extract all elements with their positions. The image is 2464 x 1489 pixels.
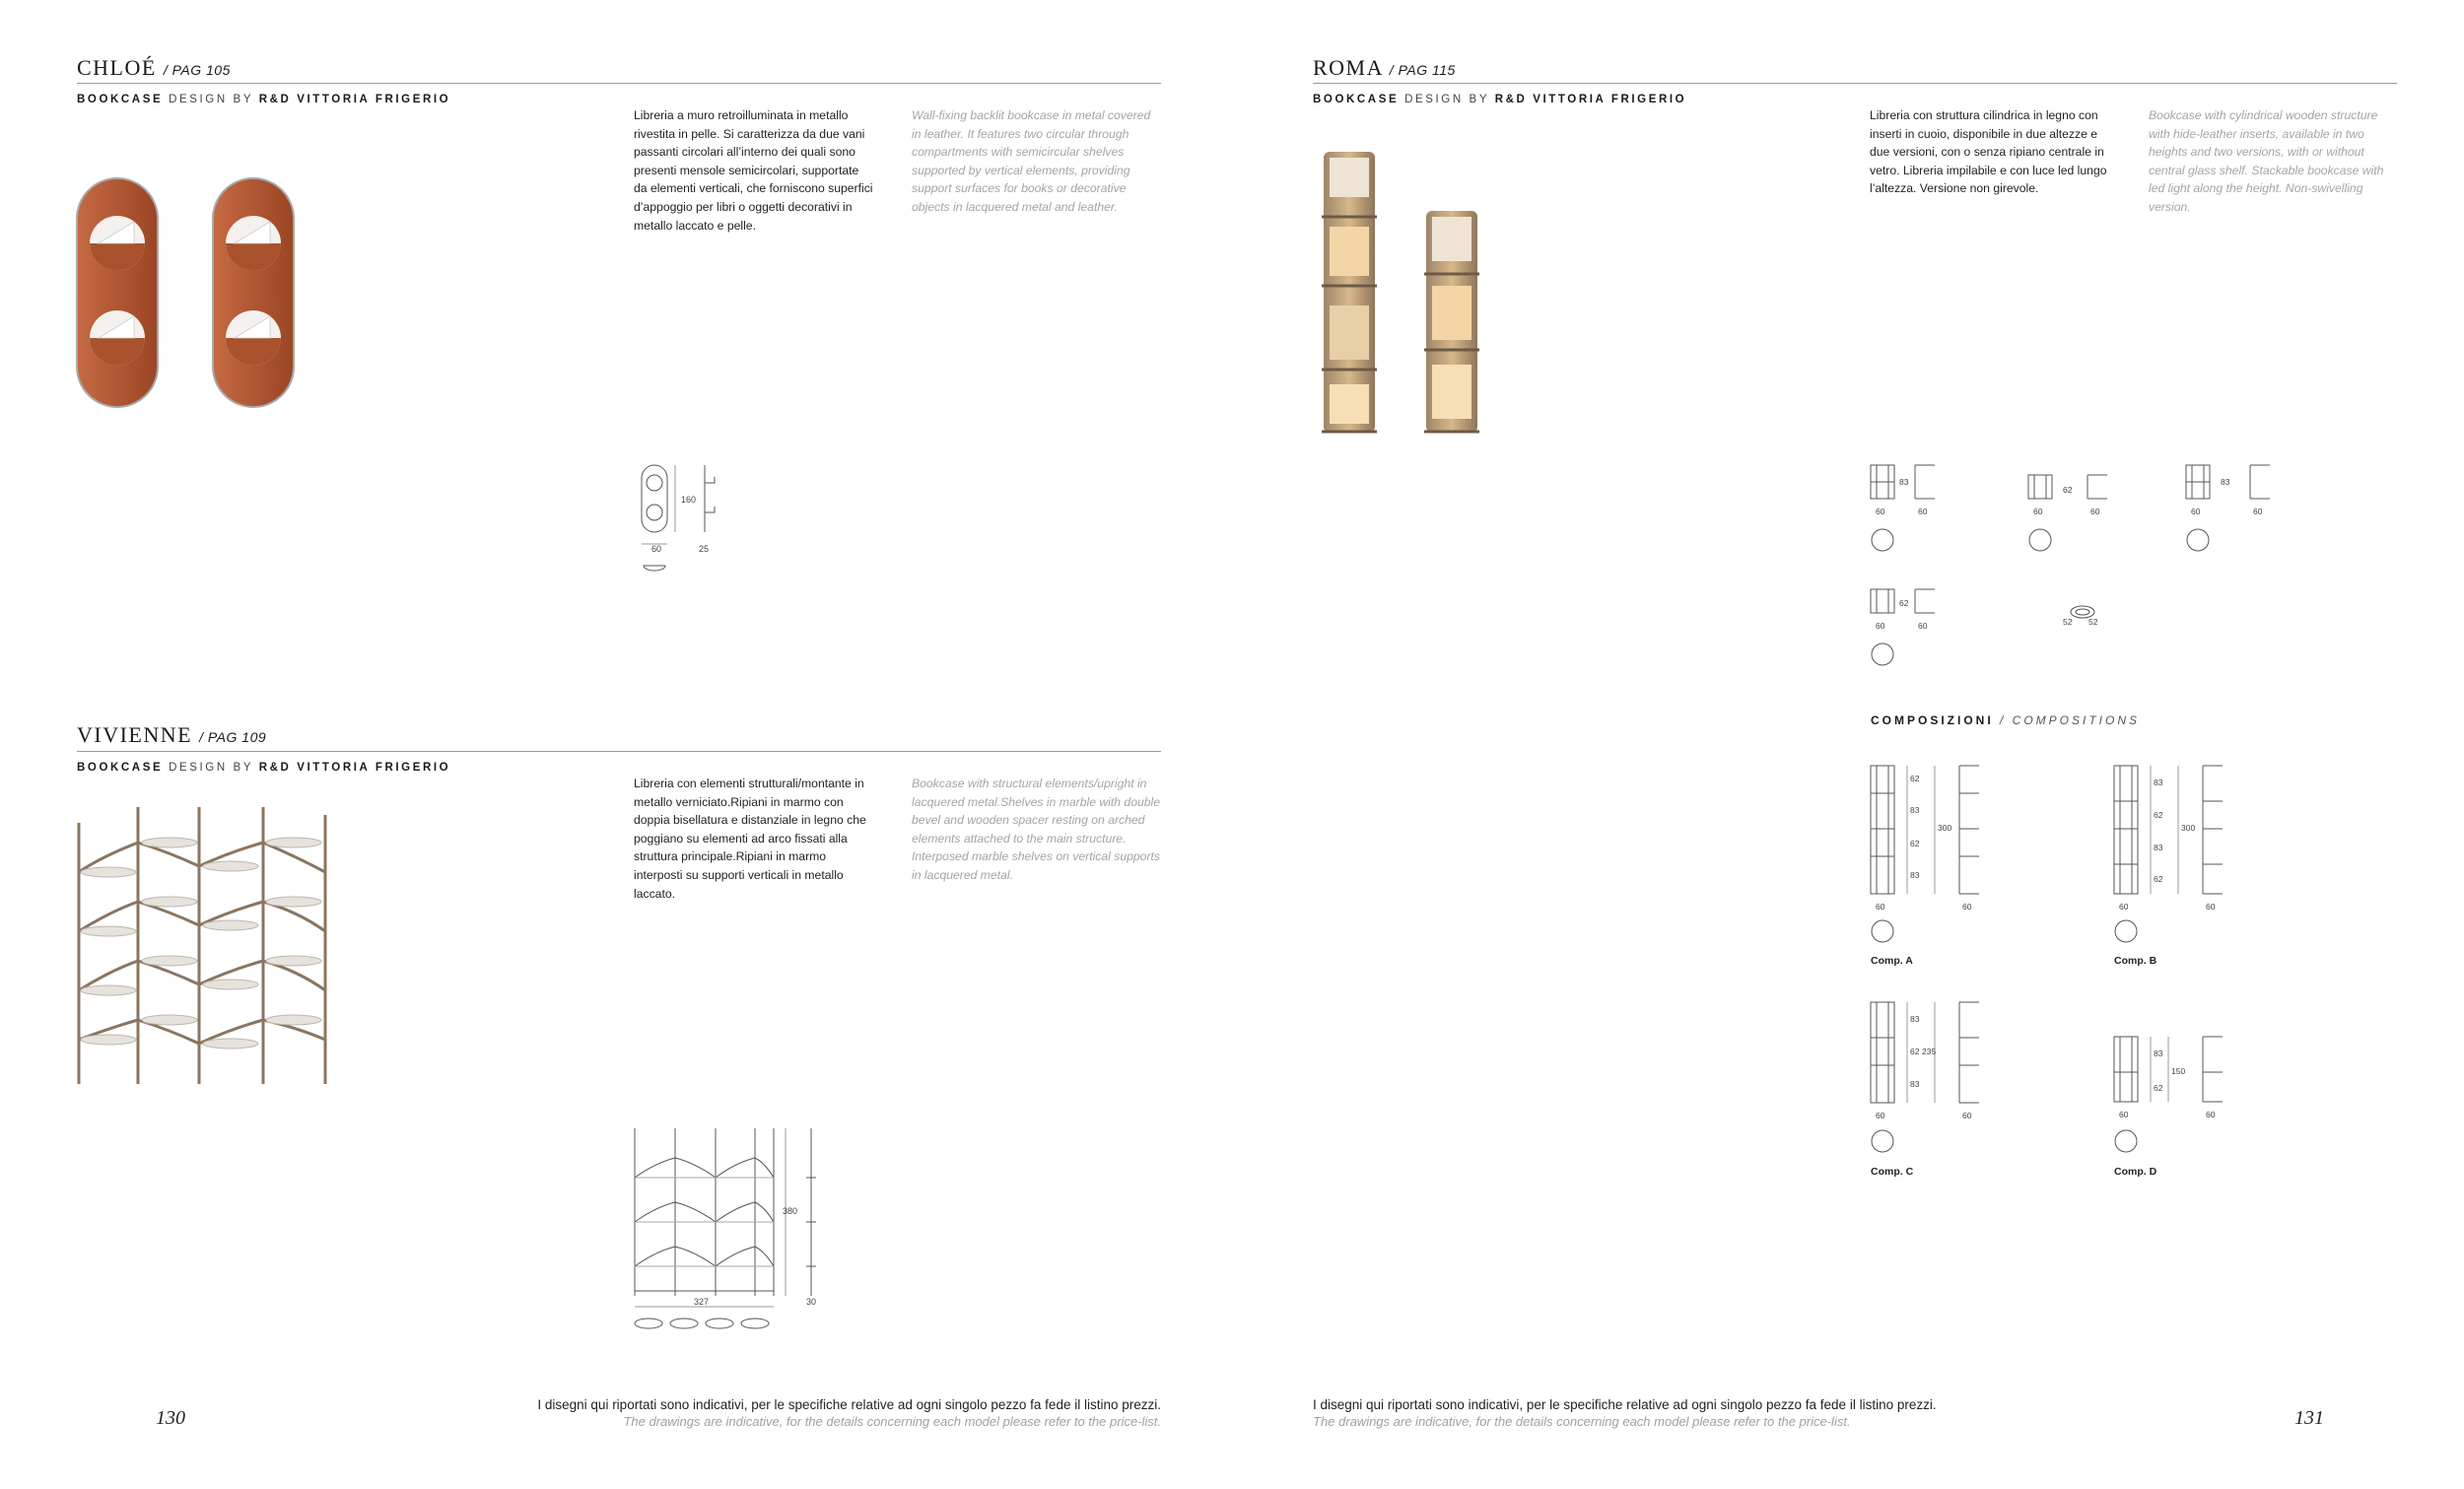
comp-a-seg4: 83 bbox=[1910, 870, 1920, 880]
comp-b-total: 300 bbox=[2181, 823, 2196, 833]
comp-a-depth: 60 bbox=[1962, 902, 1972, 912]
chloe-name: CHLOÉ bbox=[77, 55, 157, 80]
composition-c-drawing bbox=[1866, 1000, 2033, 1187]
chloe-dim-height: 160 bbox=[681, 495, 697, 505]
chloe-subtitle bbox=[77, 94, 450, 105]
composition-b-drawing bbox=[2109, 764, 2277, 971]
vivienne-type: BOOKCASE bbox=[77, 762, 164, 774]
compositions-heading bbox=[1871, 713, 2140, 727]
comp-c-seg3: 83 bbox=[1910, 1079, 1920, 1089]
comp-d-total: 150 bbox=[2171, 1066, 2186, 1076]
composition-b-label: Comp. B bbox=[2114, 955, 2157, 967]
roma-mod2-depth: 60 bbox=[2090, 507, 2100, 516]
roma-tall-unit bbox=[1322, 152, 1377, 433]
vivienne-page-ref: / PAG 109 bbox=[199, 729, 267, 745]
roma-mod4-depth: 60 bbox=[1918, 621, 1928, 631]
vivienne-desc-it: Libreria con elementi strutturali/montante in metallo verniciato.Ripiani in marmo con doppia bisellatura e distanziale in legno che poggiano su elementi ad arco fissati alla struttura principale.Ripiani in marmo interposti su supporti verticali in metallo laccato. bbox=[634, 777, 866, 901]
right-page-number: 131 bbox=[2294, 1407, 2324, 1429]
roma-mod3-width: 60 bbox=[2191, 507, 2201, 516]
comp-d-seg1: 83 bbox=[2154, 1049, 2163, 1058]
roma-title bbox=[1313, 55, 1456, 81]
roma-desc-it: Libreria con struttura cilindrica in legno con inserti in cuoio, disponibile in due altezze e due versioni, con o senza ripiano centrale in vetro. Libreria impilabile e con luce led lungo l’altezza. Versione non girevole. bbox=[1870, 108, 2107, 196]
roma-module-drawings bbox=[1866, 461, 2280, 673]
composition-c-label: Comp. C bbox=[1871, 1166, 1914, 1178]
chloe-product-image bbox=[69, 172, 306, 419]
comp-c-width: 60 bbox=[1876, 1111, 1885, 1120]
comp-d-depth: 60 bbox=[2206, 1110, 2216, 1119]
comp-d-seg2: 62 bbox=[2154, 1083, 2163, 1093]
vivienne-design-by: DESIGN BY bbox=[169, 762, 253, 774]
roma-mod3-height: 83 bbox=[2221, 477, 2230, 487]
comp-d-width: 60 bbox=[2119, 1110, 2129, 1119]
left-footer-it: I disegni qui riportati sono indicativi, per le specifiche relative ad ogni singolo pezzo fa fede il listino prezzi. bbox=[537, 1397, 1161, 1412]
comp-b-width: 60 bbox=[2119, 902, 2129, 912]
vivienne-name: VIVIENNE bbox=[77, 722, 193, 747]
comp-c-seg1: 83 bbox=[1910, 1014, 1920, 1024]
composition-d-label: Comp. D bbox=[2114, 1166, 2157, 1178]
comp-a-seg1: 62 bbox=[1910, 774, 1920, 783]
roma-desc-en: Bookcase with cylindrical wooden structure with hide-leather inserts, available in two heights and two versions, with or without central glass shelf. Stackable bookcase with led light along the height. Non-swivelling version. bbox=[2149, 108, 2384, 214]
chloe-dim-depth: 25 bbox=[699, 544, 710, 554]
vivienne-rule bbox=[77, 751, 1161, 752]
comp-b-seg2: 62 bbox=[2154, 810, 2163, 820]
comp-a-seg3: 62 bbox=[1910, 839, 1920, 848]
chloe-technical-drawing bbox=[636, 463, 744, 576]
comp-a-total: 300 bbox=[1938, 823, 1952, 833]
roma-design-by: DESIGN BY bbox=[1404, 94, 1489, 105]
roma-mod1-height: 83 bbox=[1899, 477, 1909, 487]
composition-a-drawing bbox=[1866, 764, 2033, 971]
roma-rule bbox=[1313, 83, 2397, 84]
roma-mod2-height: 62 bbox=[2063, 485, 2073, 495]
vivienne-technical-drawing bbox=[631, 1123, 828, 1340]
vivienne-dim-height: 380 bbox=[783, 1206, 798, 1216]
chloe-unit-1 bbox=[77, 178, 158, 407]
comp-b-depth: 60 bbox=[2206, 902, 2216, 912]
compositions-title-en: / COMPOSITIONS bbox=[2000, 713, 2141, 727]
comp-c-total: 235 bbox=[1922, 1047, 1937, 1056]
chloe-rule bbox=[77, 83, 1161, 84]
roma-mod4-height: 62 bbox=[1899, 598, 1909, 608]
composition-a-label: Comp. A bbox=[1871, 955, 1913, 967]
left-footer-en: The drawings are indicative, for the details concerning each model please refer to the price-list. bbox=[623, 1414, 1161, 1429]
chloe-desc-en: Wall-fixing backlit bookcase in metal covered in leather. It features two circular through compartments with semicircular shelves supported by vertical elements, providing support surfaces for books or decorative objects in lacquered metal and leather. bbox=[912, 108, 1151, 214]
chloe-desc-it: Libreria a muro retroilluminata in metallo rivestita in pelle. Si caratterizza da due vani passanti circolari all’interno dei quali sono presenti mensole semicircolari, supportate da elementi verticali, che forniscono superfici d’appoggio per libri o oggetti decorativi in metallo laccato e pelle. bbox=[634, 108, 873, 233]
vivienne-title bbox=[77, 722, 266, 748]
compositions-title: COMPOSIZIONI bbox=[1871, 713, 1994, 727]
vivienne-subtitle bbox=[77, 762, 450, 774]
left-page-number: 130 bbox=[156, 1407, 185, 1429]
right-footer-en: The drawings are indicative, for the details concerning each model please refer to the price-list. bbox=[1313, 1414, 1851, 1429]
roma-product-image bbox=[1316, 148, 1498, 439]
vivienne-designer: R&D VITTORIA FRIGERIO bbox=[258, 762, 451, 774]
roma-short-unit bbox=[1424, 211, 1479, 433]
roma-designer: R&D VITTORIA FRIGERIO bbox=[1494, 94, 1687, 105]
chloe-title bbox=[77, 55, 231, 81]
roma-mod1-width: 60 bbox=[1876, 507, 1885, 516]
roma-subtitle bbox=[1313, 94, 1686, 105]
roma-name: ROMA bbox=[1313, 55, 1383, 80]
right-footer-it: I disegni qui riportati sono indicativi, per le specifiche relative ad ogni singolo pezzo fa fede il listino prezzi. bbox=[1313, 1397, 1937, 1412]
vivienne-desc-en: Bookcase with structural elements/upright in lacquered metal.Shelves in marble with double bevel and wooden spacer resting on arched elements attached to the main structure. Interposed marble shelves on vertical supports in lacquered metal. bbox=[912, 777, 1161, 882]
roma-mod3-depth: 60 bbox=[2253, 507, 2263, 516]
comp-a-width: 60 bbox=[1876, 902, 1885, 912]
chloe-unit-2 bbox=[213, 178, 294, 407]
comp-b-seg1: 83 bbox=[2154, 778, 2163, 787]
comp-c-depth: 60 bbox=[1962, 1111, 1972, 1120]
roma-type: BOOKCASE bbox=[1313, 94, 1400, 105]
roma-base-w: 52 bbox=[2063, 617, 2073, 627]
vivienne-dim-depth: 30 bbox=[806, 1297, 817, 1307]
comp-b-seg3: 83 bbox=[2154, 843, 2163, 852]
roma-mod2-width: 60 bbox=[2033, 507, 2043, 516]
comp-c-seg2: 62 bbox=[1910, 1047, 1920, 1056]
vivienne-product-image bbox=[71, 803, 357, 1089]
chloe-designer: R&D VITTORIA FRIGERIO bbox=[258, 94, 451, 105]
roma-mod1-depth: 60 bbox=[1918, 507, 1928, 516]
comp-b-seg4: 62 bbox=[2154, 874, 2163, 884]
roma-base-d: 52 bbox=[2088, 617, 2098, 627]
vivienne-dim-width: 327 bbox=[694, 1297, 710, 1307]
chloe-design-by: DESIGN BY bbox=[169, 94, 253, 105]
chloe-type: BOOKCASE bbox=[77, 94, 164, 105]
roma-mod4-width: 60 bbox=[1876, 621, 1885, 631]
roma-page-ref: / PAG 115 bbox=[1389, 62, 1456, 78]
comp-a-seg2: 83 bbox=[1910, 805, 1920, 815]
chloe-dim-width: 60 bbox=[651, 544, 662, 554]
chloe-page-ref: / PAG 105 bbox=[163, 62, 231, 78]
